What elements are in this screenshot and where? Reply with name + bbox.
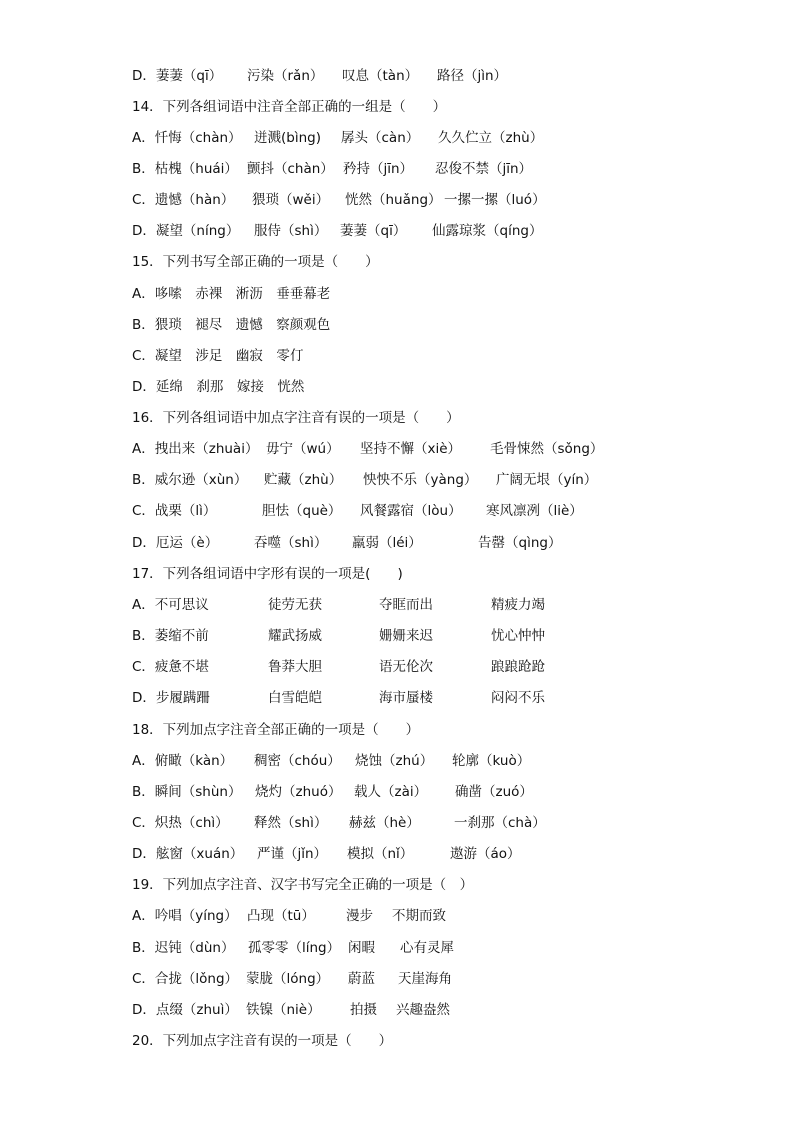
option-18-d (132, 842, 521, 866)
cell: B．瞬间（shùn） (132, 784, 242, 800)
option-14-d (132, 219, 543, 243)
cell: 一摞一摞（luó） (444, 192, 546, 208)
question-18 (132, 718, 420, 742)
cell: 毋宁（wú） (266, 441, 340, 457)
option-14-a (132, 126, 544, 150)
option-18-b (132, 780, 533, 804)
option-19-a (132, 904, 446, 928)
option-18-c (132, 811, 546, 835)
cell: 姗姗来迟 (379, 628, 433, 644)
cell: 蔚蓝 (348, 971, 375, 987)
cell: D．萋萋（qī） (132, 68, 223, 84)
cell: 仙露琼浆（qíng） (432, 223, 543, 239)
cell: C．炽热（chì） (132, 815, 229, 831)
option-17-b (132, 624, 545, 648)
option-15-d (132, 375, 305, 399)
cell: 严谨（jǐn） (257, 846, 328, 862)
question-text: 15．下列书写全部正确的一项是（ ） (132, 254, 379, 270)
cell: B．威尔逊（xùn） (132, 472, 248, 488)
cell: 凸现（tū） (247, 908, 315, 924)
cell: A．拽出来（zhuài） (132, 441, 259, 457)
cell: 怏怏不乐（yàng） (363, 472, 478, 488)
cell: 孤零零（líng） (248, 940, 341, 956)
cell: D．点缀（zhuì） (132, 1002, 238, 1018)
cell: 烧灼（zhuó） (255, 784, 342, 800)
cell: 夺眶而出 (379, 597, 433, 613)
cell: 颤抖（chàn） (247, 161, 334, 177)
cell: D．步履蹒跚 (132, 690, 210, 706)
question-text: 19．下列加点字注音、汉字书写完全正确的一项是（ ） (132, 877, 474, 893)
cell: 一刹那（chà） (454, 815, 546, 831)
cell: 孱头（càn） (341, 130, 420, 146)
cell: 寒风凛冽（liè） (486, 503, 583, 519)
question-19 (132, 873, 474, 897)
cell: 羸弱（léi） (352, 535, 422, 551)
cell: B．枯槐（huái） (132, 161, 238, 177)
question-text: 20．下列加点字注音有误的一项是（ ） (132, 1033, 393, 1049)
cell: A．吟唱（yíng） (132, 908, 238, 924)
cell: 恍然（huǎng） (345, 192, 442, 208)
cell: 心有灵犀 (400, 940, 454, 956)
option-16-c (132, 499, 583, 523)
option-14-b (132, 157, 533, 181)
cell: 海市蜃楼 (379, 690, 433, 706)
cell: 忍俊不禁（jīn） (435, 161, 533, 177)
question-text: 18．下列加点字注音全部正确的一项是（ ） (132, 722, 420, 738)
cell: D．舷窗（xuán） (132, 846, 244, 862)
option-19-b (132, 936, 454, 960)
cell: B．萎缩不前 (132, 628, 209, 644)
option-15-a (132, 282, 331, 306)
option-16-b (132, 468, 598, 492)
cell: 鲁莽大胆 (268, 659, 322, 675)
cell: D．厄运（è） (132, 535, 219, 551)
cell: A．俯瞰（kàn） (132, 753, 234, 769)
line-q13-d (132, 64, 508, 88)
cell: 久久伫立（zhù） (438, 130, 544, 146)
cell: 拍摄 (350, 1002, 377, 1018)
cell: 耀武扬威 (268, 628, 322, 644)
cell: C．战栗（lì） (132, 503, 217, 519)
cell: 载人（zài） (354, 784, 428, 800)
option-19-d (132, 998, 450, 1022)
question-17 (132, 562, 403, 586)
cell: 踉踉跄跄 (491, 659, 545, 675)
cell: 忧心忡忡 (491, 628, 545, 644)
cell: C．遗憾（hàn） (132, 192, 235, 208)
option-16-d (132, 531, 562, 555)
cell: 轮廓（kuò） (452, 753, 531, 769)
option-15-c (132, 344, 304, 368)
cell: 遨游（áo） (450, 846, 521, 862)
cell: B．猥琐 褪尽 遗憾 察颜观色 (132, 317, 331, 333)
option-15-b (132, 313, 331, 337)
cell: 稠密（chóu） (254, 753, 341, 769)
cell: 模拟（nǐ） (347, 846, 414, 862)
cell: 矜持（jīn） (343, 161, 414, 177)
cell: 风餐露宿（lòu） (360, 503, 462, 519)
cell: 烧蚀（zhú） (355, 753, 434, 769)
option-19-c (132, 967, 452, 991)
question-15 (132, 250, 379, 274)
cell: C．疲惫不堪 (132, 659, 209, 675)
cell: 释然（shì） (254, 815, 328, 831)
question-text: 16．下列各组词语中加点字注音有误的一项是（ ） (132, 410, 460, 426)
cell: D．延绵 刹那 嫁接 恍然 (132, 379, 305, 395)
cell: A．忏悔（chàn） (132, 130, 242, 146)
cell: 猥琐（wěi） (252, 192, 330, 208)
option-17-d (132, 686, 545, 710)
cell: 闲暇 (348, 940, 375, 956)
option-18-a (132, 749, 531, 773)
cell: 迸溅(bìng) (254, 130, 321, 146)
cell: 萋萋（qī） (340, 223, 407, 239)
option-17-c (132, 655, 545, 679)
cell: 语无伦次 (379, 659, 433, 675)
cell: C．凝望 涉足 幽寂 零仃 (132, 348, 304, 364)
option-17-a (132, 593, 545, 617)
cell: C．合拢（lǒng） (132, 971, 239, 987)
cell: A．哆嗦 赤裸 淅沥 垂垂幕老 (132, 286, 331, 302)
cell: 服侍（shì） (254, 223, 328, 239)
cell: B．迟钝（dùn） (132, 940, 235, 956)
cell: 闷闷不乐 (491, 690, 545, 706)
question-text: 17．下列各组词语中字形有误的一项是( ) (132, 566, 403, 582)
cell: 不期而致 (392, 908, 446, 924)
cell: 徒劳无获 (268, 597, 322, 613)
cell: 污染（rǎn） (247, 68, 324, 84)
cell: 蒙胧（lóng） (246, 971, 330, 987)
question-20 (132, 1029, 393, 1053)
cell: 兴趣盎然 (396, 1002, 450, 1018)
option-14-c (132, 188, 546, 212)
cell: 确凿（zuó） (455, 784, 533, 800)
cell: 毛骨悚然（sǒng） (490, 441, 604, 457)
cell: 贮藏（zhù） (264, 472, 343, 488)
option-16-a (132, 437, 604, 461)
cell: 白雪皑皑 (268, 690, 322, 706)
cell: A．不可思议 (132, 597, 209, 613)
cell: 吞噬（shì） (254, 535, 328, 551)
cell: 叹息（tàn） (342, 68, 419, 84)
cell: 赫兹（hè） (349, 815, 420, 831)
cell: 广阔无垠（yín） (496, 472, 598, 488)
cell: 坚持不懈（xiè） (360, 441, 462, 457)
question-16 (132, 406, 460, 430)
cell: 天崖海角 (398, 971, 452, 987)
question-14 (132, 95, 447, 119)
question-text: 14．下列各组词语中注音全部正确的一组是（ ） (132, 99, 447, 115)
cell: 铁镍（niè） (246, 1002, 321, 1018)
cell: 告罄（qìng） (478, 535, 562, 551)
cell: D．凝望（níng） (132, 223, 240, 239)
cell: 精疲力竭 (491, 597, 545, 613)
cell: 漫步 (346, 908, 373, 924)
cell: 路径（jìn） (437, 68, 508, 84)
cell: 胆怯（què） (262, 503, 342, 519)
